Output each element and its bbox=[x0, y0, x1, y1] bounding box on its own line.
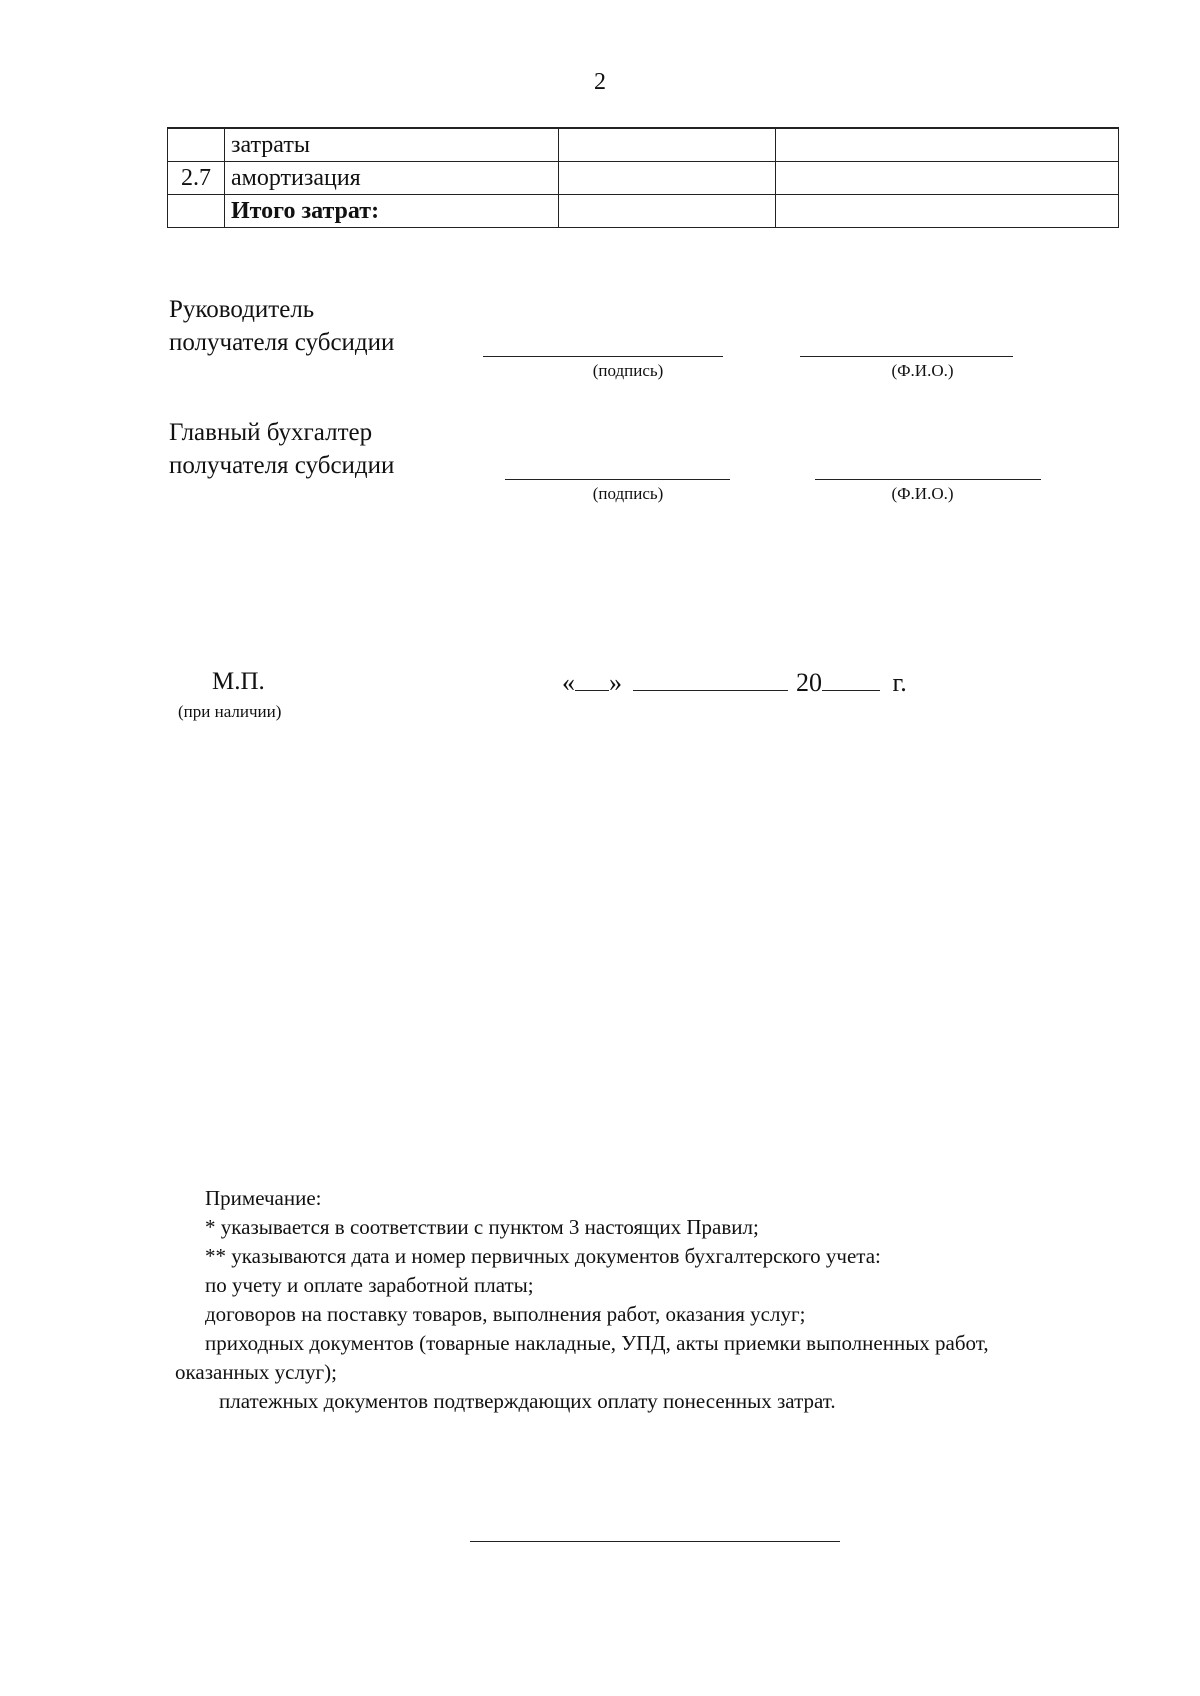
row-value-cell bbox=[559, 162, 776, 195]
accountant-signature-title bbox=[169, 416, 394, 482]
year-blank[interactable] bbox=[822, 670, 880, 691]
head-name-line[interactable] bbox=[800, 356, 1013, 357]
accountant-signature-line[interactable] bbox=[505, 479, 730, 480]
head-signature-title bbox=[169, 293, 394, 359]
notes-heading: Примечание: bbox=[205, 1186, 322, 1210]
total-label: Итого затрат: bbox=[225, 195, 559, 228]
accountant-signature-caption: (подпись) bbox=[592, 484, 664, 503]
accountant-title-line1: Главный бухгалтер bbox=[169, 419, 373, 446]
head-signature-line[interactable] bbox=[483, 356, 723, 357]
notes bbox=[175, 1184, 1135, 1416]
row-value-cell bbox=[559, 128, 776, 162]
row-value-cell bbox=[776, 195, 1119, 228]
year-suffix: г. bbox=[892, 668, 907, 697]
note-line: приходных документов (товарные накладные, УПД, акты приемки выполненных работ, bbox=[205, 1331, 989, 1355]
head-title-line1: Руководитель bbox=[169, 296, 315, 323]
row-name: затраты bbox=[225, 128, 559, 162]
stamp-caption: (при наличии) bbox=[178, 702, 282, 721]
row-value-cell bbox=[559, 195, 776, 228]
open-quote: « bbox=[562, 668, 575, 697]
accountant-name-line[interactable] bbox=[815, 479, 1041, 480]
head-title-line2: получателя субсидии bbox=[169, 329, 395, 356]
note-line: * указывается в соответствии с пунктом 3 настоящих Правил; bbox=[205, 1215, 759, 1239]
row-name: амортизация bbox=[225, 162, 559, 195]
accountant-name-caption: (Ф.И.О.) bbox=[891, 484, 954, 503]
table-row bbox=[168, 128, 1119, 162]
row-number bbox=[168, 195, 225, 228]
note-line: оказанных услуг); bbox=[175, 1360, 337, 1384]
closing-rule bbox=[470, 1541, 840, 1542]
year-prefix: 20 bbox=[796, 668, 822, 697]
date-line bbox=[562, 668, 907, 698]
row-number: 2.7 bbox=[168, 162, 225, 195]
note-line: по учету и оплате заработной платы; bbox=[205, 1273, 534, 1297]
page-number: 2 bbox=[594, 69, 606, 95]
head-name-caption: (Ф.И.О.) bbox=[891, 361, 954, 380]
head-signature-caption: (подпись) bbox=[592, 361, 664, 380]
accountant-title-line2: получателя субсидии bbox=[169, 452, 395, 479]
row-value-cell bbox=[776, 162, 1119, 195]
table-row-total bbox=[168, 195, 1119, 228]
month-blank[interactable] bbox=[633, 670, 788, 691]
row-number bbox=[168, 128, 225, 162]
note-line: платежных документов подтверждающих оплату понесенных затрат. bbox=[219, 1389, 836, 1413]
day-blank[interactable] bbox=[575, 670, 609, 691]
close-quote: » bbox=[609, 668, 622, 697]
row-value-cell bbox=[776, 128, 1119, 162]
note-line: договоров на поставку товаров, выполнения работ, оказания услуг; bbox=[205, 1302, 806, 1326]
note-line: ** указываются дата и номер первичных документов бухгалтерского учета: bbox=[205, 1244, 881, 1268]
table-row bbox=[168, 162, 1119, 195]
cost-table bbox=[167, 127, 1119, 228]
stamp-label: М.П. bbox=[212, 668, 265, 695]
